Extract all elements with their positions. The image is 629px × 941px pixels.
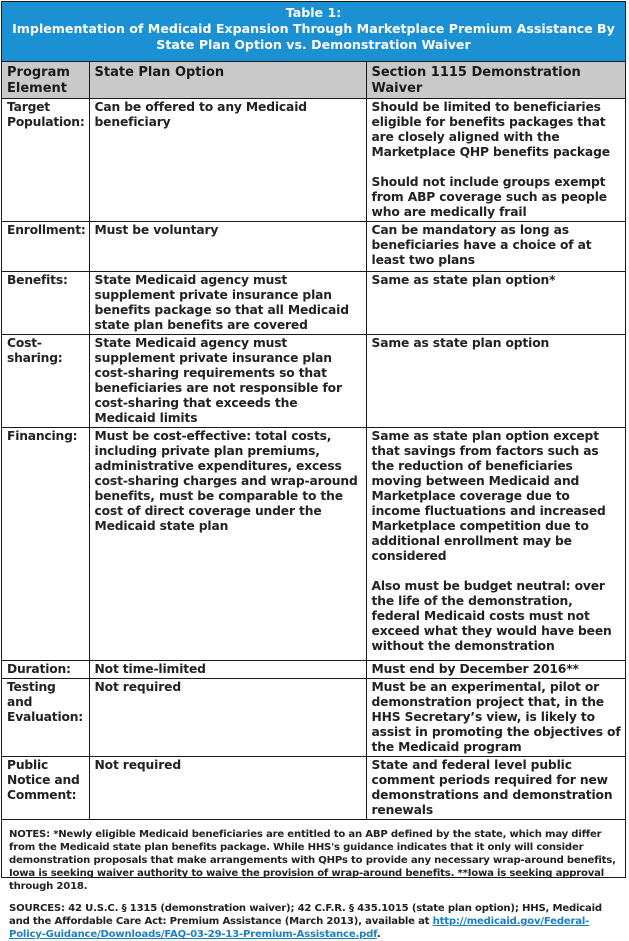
sources-label: SOURCES: 42 U.S.C. § 1315 (demonstration waiver); 42 C.F.R. § 435.1015 (state plan option); HHS, Medicaid and the Affordable Care Act: Premium Assistance (March 2013), available at	[9, 903, 602, 927]
table-caption: Implementation of Medicaid Expansion Through Marketplace Premium Assistance By State Plan Option vs. Demonstration Waiver	[12, 21, 615, 52]
state-plan-option-cell	[89, 661, 366, 679]
table-container	[1, 1, 626, 940]
table-row	[2, 661, 625, 679]
table-row	[2, 272, 625, 335]
table-row	[2, 99, 625, 222]
column-header-demonstration-waiver: Section 1115 Demonstration Waiver	[366, 62, 625, 99]
cell-paragraph: Should not include groups exempt from ABP coverage such as people who are medically frail	[371, 175, 607, 219]
column-header-program-element: Program Element	[2, 62, 89, 99]
cell-paragraph: Also must be budget neutral: over the life of the demonstration, federal Medicaid costs must not exceed what they would have been without the demonstration	[371, 579, 612, 653]
table-row	[2, 222, 625, 272]
demonstration-waiver-cell	[366, 679, 625, 757]
cell-paragraph: Same as state plan option except that savings from factors such as the reduction of beneficiaries moving between Medicaid and Marketplace coverage due to income fluctuations and increased Marketplace competition due to additional enrollment may be considered	[371, 429, 606, 563]
cell-paragraph: Must be voluntary	[94, 223, 219, 237]
cell-paragraph: Must end by December 2016**	[371, 662, 579, 676]
cell-paragraph: State Medicaid agency must supplement private insurance plan benefits package so that all Medicaid state plan benefits are covered	[94, 273, 349, 332]
cell-paragraph: Can be offered to any Medicaid beneficiary	[94, 100, 307, 129]
table-title	[2, 2, 625, 62]
sources-link[interactable]: http://medicaid.gov/Federal-Policy-Guidance/Downloads/FAQ-03-29-13-Premium-Assistance.pdf	[9, 916, 590, 940]
demonstration-waiver-cell	[366, 222, 625, 272]
cell-paragraph: Same as state plan option	[371, 336, 550, 350]
program-element-cell: Public Notice and Comment:	[2, 757, 89, 820]
cell-paragraph: Same as state plan option*	[371, 273, 556, 287]
cell-paragraph: Not required	[94, 758, 181, 772]
table-row	[2, 335, 625, 428]
notes-text: NOTES: *Newly eligible Medicaid beneficiaries are entitled to an ABP defined by the state, which may differ from the Medicaid state plan benefits package. While HHS's guidance indicates that it only will consider demonstration proposals that make arrangements with QHPs to provide any necessary wrap-around benefits, Iowa is seeking waiver authority to waive the provision of wrap-around benefits. **Iowa is seeking approval through 2018.	[9, 829, 616, 892]
column-header-state-plan-option: State Plan Option	[89, 62, 366, 99]
cell-paragraph: Not required	[94, 680, 181, 694]
cell-paragraph: Can be mandatory as long as beneficiaries have a choice of at least two plans	[371, 223, 592, 267]
demonstration-waiver-cell	[366, 757, 625, 820]
sources-end: .	[376, 929, 381, 940]
header-row	[2, 62, 625, 99]
state-plan-option-cell	[89, 428, 366, 661]
state-plan-option-cell	[89, 757, 366, 820]
state-plan-option-cell	[89, 99, 366, 222]
table-row	[2, 679, 625, 757]
state-plan-option-cell	[89, 679, 366, 757]
program-element-cell: Benefits:	[2, 272, 89, 335]
program-element-cell: Enrollment:	[2, 222, 89, 272]
state-plan-option-cell	[89, 335, 366, 428]
state-plan-option-cell	[89, 272, 366, 335]
program-element-cell: Testing and Evaluation:	[2, 679, 89, 757]
cell-paragraph: Must be cost-effective: total costs, including private plan premiums, administrative expenditures, excess cost-sharing charges and wrap-around benefits, must be comparable to the cost of direct coverage under the Medicaid state plan	[94, 429, 358, 533]
cell-paragraph: Should be limited to beneficiaries eligible for benefits packages that are closely aligned with the Marketplace QHP benefits package	[371, 100, 610, 159]
comparison-table	[2, 62, 625, 820]
demonstration-waiver-cell	[366, 272, 625, 335]
cell-paragraph: Must be an experimental, pilot or demonstration project that, in the HHS Secretary’s view, is likely to assist in promoting the objectives of the Medicaid program	[371, 680, 621, 754]
demonstration-waiver-cell	[366, 661, 625, 679]
demonstration-waiver-cell	[366, 428, 625, 661]
program-element-cell: Financing:	[2, 428, 89, 661]
state-plan-option-cell	[89, 222, 366, 272]
sources-text	[9, 902, 619, 941]
demonstration-waiver-cell	[366, 335, 625, 428]
cell-paragraph: State Medicaid agency must supplement private insurance plan cost-sharing requirements so that beneficiaries are not responsible for cost-sharing that exceeds the Medicaid limits	[94, 336, 342, 425]
program-element-cell: Duration:	[2, 661, 89, 679]
cell-paragraph: Not time-limited	[94, 662, 206, 676]
table-row	[2, 428, 625, 661]
table-number: Table 1:	[285, 5, 342, 20]
demonstration-waiver-cell	[366, 99, 625, 222]
program-element-cell: Cost-sharing:	[2, 335, 89, 428]
table-row	[2, 757, 625, 820]
cell-paragraph: State and federal level public comment periods required for new demonstrations and demonstration renewals	[371, 758, 613, 817]
program-element-cell: Target Population:	[2, 99, 89, 222]
